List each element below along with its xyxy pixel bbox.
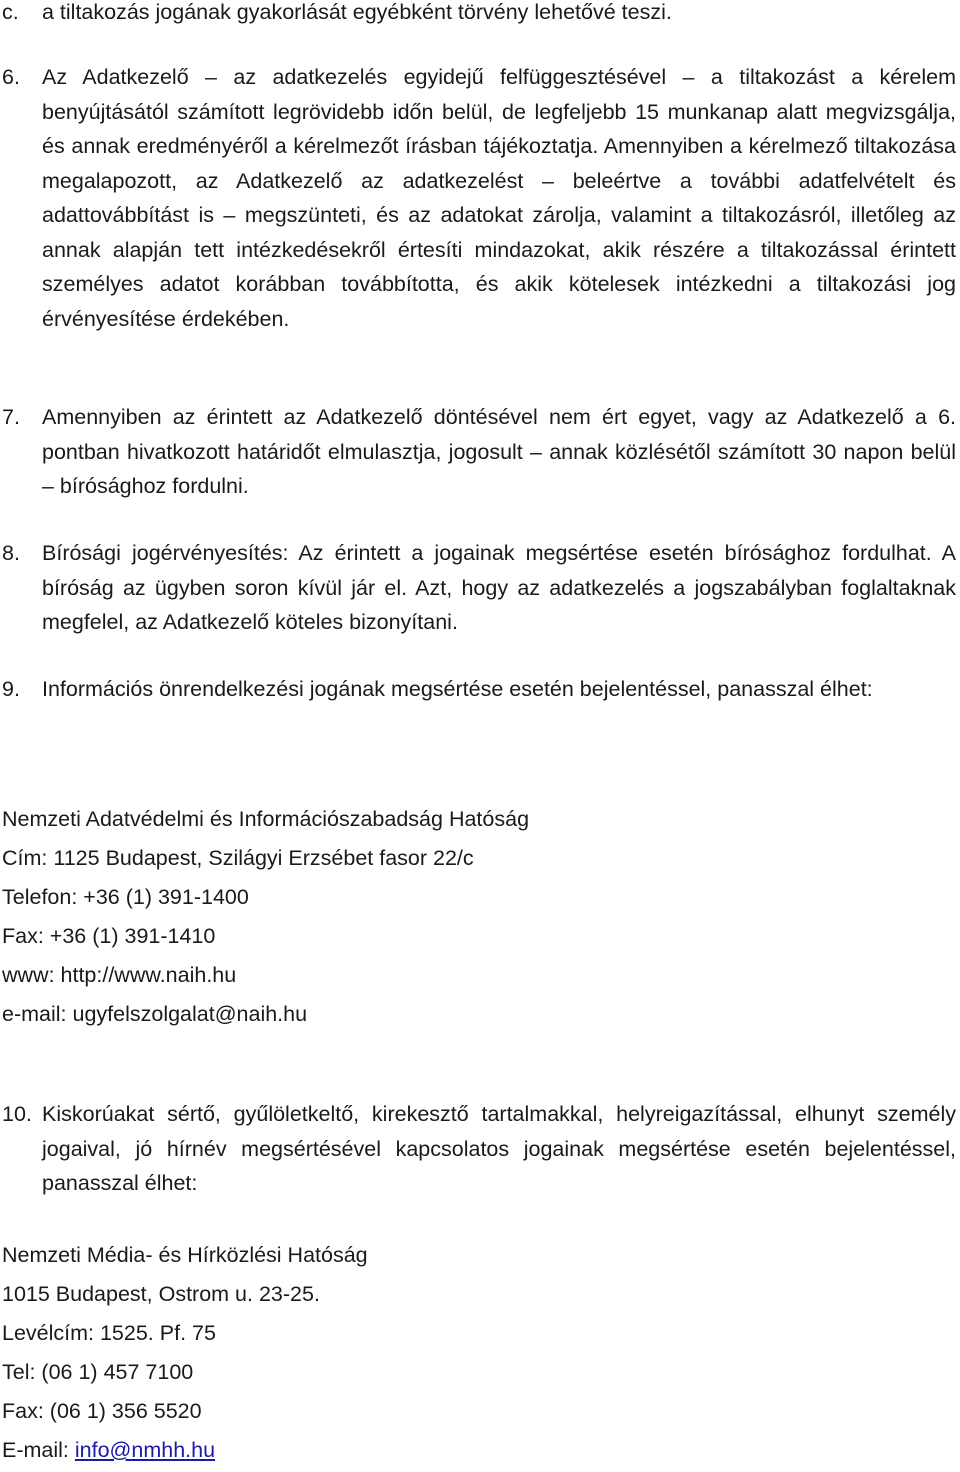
authority-email: e-mail: ugyfelszolgalat@naih.hu [2, 1002, 308, 1026]
authority-fax: Fax: +36 (1) 391-1410 [2, 924, 216, 948]
nmhh-contact-block [2, 1236, 942, 1470]
list-item-text: Az Adatkezelő – az adatkezelés egyidejű felfüggesztésével – a tiltakozást a kérelem benyújtásától számított legrövidebb időn belül, de legfeljebb 15 munkanap alatt megvizsgálja, és annak eredményéről a kérelmezőt írásban tájékoztatja. Amennyiben a kérelmező tiltakozása megalapozott, az Adatkezelő az adatkezelést – beleértve a további adatfelvételt és adattovábbítást is – megszünteti, és az adatokat zárolja, valamint a tiltakozásról, illetőleg az annak alapján tett intézkedésekről értesíti mindazokat, akik részére a tiltakozással érintett személyes adatot korábban továbbította, és akik kötelesek intézkedni a tiltakozási jog érvényesítése érdekében. [42, 65, 956, 331]
authority-phone: Tel: (06 1) 457 7100 [2, 1360, 194, 1384]
authority-fax: Fax: (06 1) 356 5520 [2, 1399, 202, 1423]
authority-name: Nemzeti Adatvédelmi és Információszabadság Hatóság [2, 807, 530, 831]
authority-website: www: http://www.naih.hu [2, 963, 237, 987]
list-item-text: Bírósági jogérvényesítés: Az érintett a jogainak megsértése esetén bírósághoz fordulhat. A bíróság az ügyben soron kívül jár el. Azt, hogy az adatkezelés a jogszabályban foglaltaknak megfelel, az Adatkezelő köteles bizonyítani. [42, 541, 956, 634]
list-item-6 [0, 60, 958, 336]
list-item-number: c. [2, 0, 19, 24]
list-item-9 [0, 672, 958, 707]
email-label: E-mail: [2, 1438, 75, 1462]
authority-name: Nemzeti Média- és Hírközlési Hatóság [2, 1243, 368, 1267]
authority-address: 1015 Budapest, Ostrom u. 23-25. [2, 1282, 320, 1306]
list-item-text: a tiltakozás jogának gyakorlását egyébként törvény lehetővé teszi. [42, 0, 672, 24]
authority-postbox: Levélcím: 1525. Pf. 75 [2, 1321, 216, 1345]
list-item-number: 10. [2, 1102, 32, 1126]
authority-phone: Telefon: +36 (1) 391-1400 [2, 885, 249, 909]
list-item-text: Információs önrendelkezési jogának megsértése esetén bejelentéssel, panasszal élhet: [42, 677, 873, 701]
list-item-text: Kiskorúakat sértő, gyűlöletkeltő, kirekesztő tartalmakkal, helyreigazítással, elhunyt személy jogaival, jó hírnév megsértésével kapcsolatos jogainak megsértése esetén bejelentéssel, panasszal élhet: [42, 1102, 956, 1195]
list-item-number: 7. [2, 405, 20, 429]
list-item-number: 9. [2, 677, 20, 701]
list-item-7 [0, 400, 958, 504]
list-item-number: 8. [2, 541, 20, 565]
list-item-c [0, 0, 958, 30]
authority-email [2, 1431, 942, 1470]
list-item-text: Amennyiben az érintett az Adatkezelő döntésével nem ért egyet, vagy az Adatkezelő a 6. pontban hivatkozott határidőt elmulasztja, jogosult – annak közlésétől számított 30 napon belül – bírósághoz fordulni. [42, 405, 956, 498]
naih-contact-block [2, 800, 942, 1034]
list-item-number: 6. [2, 65, 20, 89]
list-item-10 [0, 1097, 958, 1201]
authority-address: Cím: 1125 Budapest, Szilágyi Erzsébet fasor 22/c [2, 846, 474, 870]
list-item-8 [0, 536, 958, 640]
email-link[interactable]: info@nmhh.hu [74, 1438, 216, 1462]
